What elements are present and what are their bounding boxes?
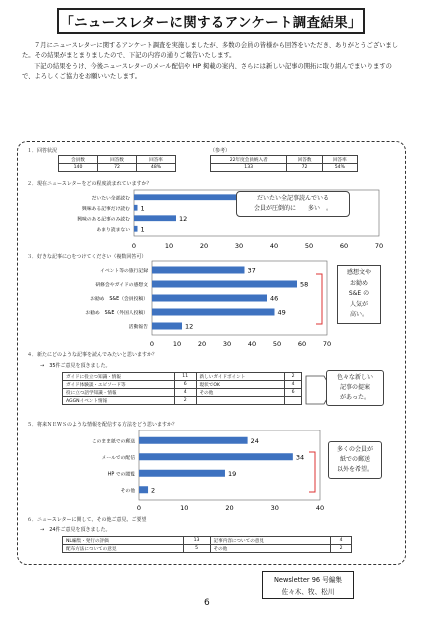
tick-label: 40 [315,504,324,512]
category-label: 活動報告 [128,325,148,330]
tick-label: 30 [222,340,232,348]
cell: 48% [137,164,176,172]
callout-line: 会員が圧倒的に 多い 。 [253,205,332,212]
category-label: HP での閲覧 [107,472,135,478]
cell: その他 [210,545,331,553]
callout-line: 紙での郵送 [339,456,370,463]
other-comments-table [62,536,352,553]
cell [285,397,302,405]
category-label: お勧め S&E（外国人投稿） [85,311,148,316]
cell: 6 [285,389,302,397]
tick-label: 10 [172,340,182,348]
cell [196,397,285,405]
intro-text [22,41,404,83]
cell: 2 [174,397,196,405]
tick-label: 70 [374,242,384,250]
cell: ガイドに役立つ知識・情報 [63,373,175,381]
tick-label: 60 [297,340,307,348]
bar [139,453,293,460]
cell: 72 [287,164,322,172]
data-label: 24 [250,436,259,445]
intro-paragraph-1: ７月にニュースレターに関するアンケート調査を実施しましたが、多数の会員の皆様から回答をいただき、ありがとうございました。その結果がまとまりましたので、下記の内容の通りご報告いたします。 [22,42,399,60]
tick-label: 30 [234,242,244,250]
cell: 4 [285,381,302,389]
data-label: 49 [277,308,286,317]
category-label: メールでの配信 [101,455,135,461]
tick-label: 60 [339,242,349,250]
data-label: 37 [247,266,256,275]
section-4-sub: → 35件ご意見を頂きました。 [40,363,111,369]
tick-label: 40 [269,242,279,250]
page-number: 6 [204,598,210,608]
cell: 回答率 [322,156,357,164]
tick-label: 50 [272,340,282,348]
category-label: イベント等の旅行記録 [100,269,148,274]
tick-label: 40 [247,340,257,348]
tick-label: 0 [131,242,137,250]
bar [134,226,138,232]
cell: NL編集・発行の評価 [63,537,184,545]
editor-signature [262,571,354,599]
cell: 役に立つ語学知識・情報 [63,389,175,397]
callout-line: 以外を希望。 [336,466,373,473]
new-articles-table [62,372,302,405]
bar [139,437,248,444]
cell: 4 [331,537,352,545]
section-3-heading: ３．好きな記事に○をつけてください（複数回答可） [27,254,147,260]
callout-line: だいたい全記事読んでいる [256,195,329,202]
callout-line: 人気が [349,300,368,308]
cell: 回答数 [287,156,322,164]
data-label: 1 [140,225,145,234]
tick-label: 0 [136,504,142,512]
bar [152,281,297,288]
category-label: 興味ある記事だけ読む [82,206,130,212]
callout-favorite [337,265,381,324]
tick-label: 30 [270,504,279,512]
cell: 72 [98,164,137,172]
data-label: 19 [227,469,237,478]
cell: 22年度会員納入者 [211,156,287,164]
callout-line: 感想文や [346,269,371,276]
tick-label: 20 [225,504,234,512]
bar [134,215,176,221]
reference-label: （参考） [210,148,231,154]
data-label: 58 [300,280,309,289]
tick-label: 20 [197,340,207,348]
cell: 回答率 [137,156,176,164]
intro-paragraph-2: 下記の結果をうけ、今後ニュースレターのメール配信や HP 掲載の案内、さらには新しい記事の開拓に取り組んでまいりますので、よろしくご協力をお願いいたします。 [22,62,392,81]
data-label: 2 [151,486,156,495]
cell: 新しいガイドポイント [196,373,285,381]
tick-label: 10 [180,504,189,512]
callout-reading [236,191,350,217]
cell: 2 [285,373,302,381]
section-2-heading: ２．現在ニュースレターをどの程度読まれていますか？ [27,181,152,187]
tick-label: 0 [149,340,155,348]
cell: 回答数 [98,156,137,164]
bar [139,486,148,493]
category-label: 研修会やガイドの感想文 [95,283,148,288]
data-label: 1 [140,204,145,213]
callout-line: お勧め [349,279,368,287]
category-label: だいたい全部読む [91,196,130,202]
cell: 4 [174,389,196,397]
bar [152,323,182,330]
callout-new-articles [326,370,384,406]
tick-label: 10 [164,242,174,250]
chart-favorite-articles [24,258,334,354]
data-label: 12 [179,214,188,223]
section-1-heading: １．回答状況 [27,148,58,154]
section-5-heading: ５．将来ＮＥＷＳのような情報を配信する方法をどう思いますか？ [27,422,178,428]
cell: AGGNイベント情報 [63,397,175,405]
cell: 54% [322,164,357,172]
tick-label: 50 [304,242,314,250]
cell: ガイド体験談・エピソード等 [63,381,175,389]
cell: 記事内容についての意見 [210,537,331,545]
callout-line: 高い。 [349,311,368,318]
data-label: 34 [295,453,305,462]
bracket-favorite [314,272,328,326]
cell: 13 [183,537,210,545]
section-4-heading: ４．新たにどのような記事を読んでみたいと思いますか？ [27,352,158,358]
bar [139,470,225,477]
cell: 会員数 [59,156,98,164]
bar [134,205,138,211]
category-label: お勧め S&E（会員投稿） [90,297,148,302]
cell: 133 [211,164,287,172]
cell: その他 [196,389,285,397]
bar [152,267,245,274]
category-label: あまり読まない [96,227,130,233]
callout-line: 多くの会員が [336,446,373,453]
tick-label: 20 [199,242,209,250]
section-6-sub: → 24件ご意見を頂きました。 [40,527,111,533]
signature-line: 佐々木、牧、松川 [281,588,335,596]
category-label: その他 [120,488,135,494]
callout-line: S&E の [348,290,370,297]
data-label: 46 [270,294,279,303]
signature-line: Newsletter 96 号編集 [273,576,342,584]
category-label: このまま紙での郵送 [91,439,135,445]
section-6-heading: ６．ニュースレターに関して、その他ご意見、ご要望 [27,517,147,523]
cell: 140 [59,164,98,172]
cell: 6 [174,381,196,389]
tick-label: 70 [322,340,332,348]
cell: 5 [183,545,210,553]
cell: 配布方法についての意見 [63,545,184,553]
chart-delivery-method [24,430,324,515]
cell: 2 [331,545,352,553]
callout-line: 色々な新しい [336,374,373,381]
bar [152,295,267,302]
page-title: 「ニュースレターに関するアンケート調査結果」 [57,8,365,34]
category-label: 興味のある記事のみ読む [77,217,130,223]
cell: 現状でOK [196,381,285,389]
bar [152,309,275,316]
callout-line: 記事の提案 [339,384,370,391]
callout-line: があった。 [340,394,370,401]
bracket-delivery [307,450,321,494]
data-label: 12 [185,322,194,331]
cell: 11 [174,373,196,381]
callout-delivery [328,441,382,479]
